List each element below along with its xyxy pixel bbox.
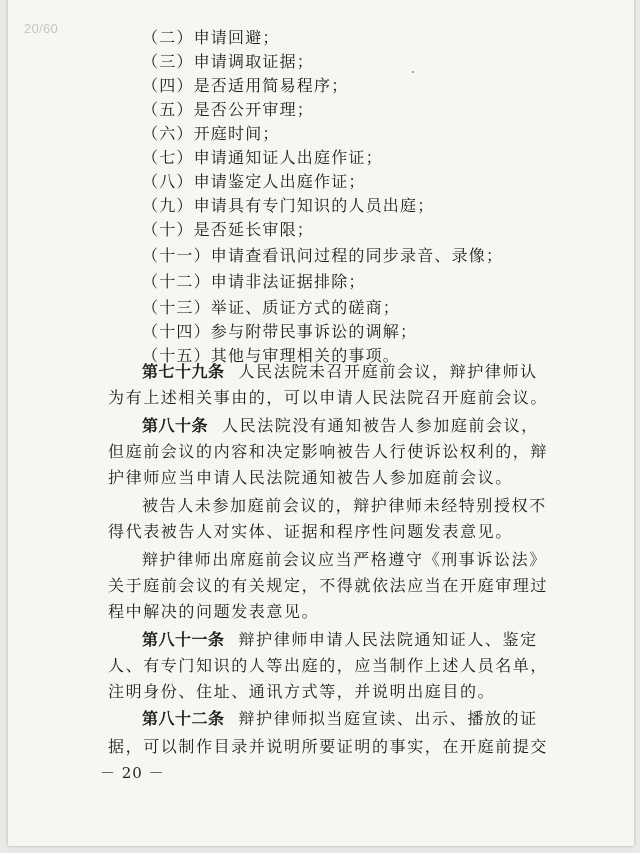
article-81-line-2: 人、有专门知识的人等出庭的，应当制作上述人员名单，	[108, 656, 549, 675]
list-item: （四）是否适用简易程序；	[142, 76, 349, 95]
article-81-line-1	[142, 628, 538, 652]
article-82-line-1	[142, 707, 538, 731]
list-item: （八）申请鉴定人出庭作证；	[142, 172, 366, 191]
page-number: － 20 －	[100, 764, 165, 782]
list-item: （十二）申请非法证据排除；	[142, 272, 366, 291]
lawyer-para-line-2: 关于庭前会议的有关规定，不得就依法应当在开庭审理过	[108, 576, 549, 595]
article-80-text: 人民法院没有通知被告人参加庭前会议，	[222, 416, 539, 435]
article-80-heading: 第八十条	[142, 416, 209, 435]
defendant-para-line-1: 被告人未参加庭前会议的，辩护律师未经特别授权不	[142, 496, 547, 515]
list-item: （六）开庭时间；	[142, 124, 280, 143]
page-counter: 20/60	[24, 21, 59, 36]
article-79-heading: 第七十九条	[142, 362, 225, 381]
list-item: （十）是否延长审限；	[142, 220, 315, 239]
list-item: （十一）申请查看讯问过程的同步录音、录像；	[142, 246, 504, 265]
article-79-line-2: 为有上述相关事由的，可以申请人民法院召开庭前会议。	[108, 388, 549, 407]
article-82-heading: 第八十二条	[142, 709, 225, 728]
article-82-line-2: 据，可以制作目录并说明所要证明的事实，在开庭前提交	[108, 737, 549, 756]
article-81-line-3: 注明身份、住址、通讯方式等，并说明出庭目的。	[108, 682, 496, 701]
article-80-line-1	[142, 414, 539, 438]
article-81-text: 辩护律师申请人民法院通知证人、鉴定	[238, 630, 538, 649]
list-item: （十五）其他与审理相关的事项。	[142, 346, 401, 365]
list-item: （十三）举证、质证方式的磋商；	[142, 298, 401, 317]
article-82-text: 辩护律师拟当庭宣读、出示、播放的证	[238, 709, 538, 728]
list-item: （五）是否公开审理；	[142, 100, 315, 119]
list-item: （七）申请通知证人出庭作证；	[142, 148, 383, 167]
article-80-line-2: 但庭前会议的内容和决定影响被告人行使诉讼权利的，辩	[108, 442, 549, 461]
document-page	[8, 0, 634, 846]
article-79-line-1	[142, 360, 538, 384]
lawyer-para-line-3: 程中解决的问题发表意见。	[108, 602, 320, 621]
list-item: （二）申请回避；	[142, 28, 280, 47]
article-80-line-3: 护律师应当申请人民法院通知被告人参加庭前会议。	[108, 468, 513, 487]
list-item: （十四）参与附带民事诉讼的调解；	[142, 322, 418, 341]
article-81-heading: 第八十一条	[142, 630, 225, 649]
article-79-text: 人民法院未召开庭前会议，辩护律师认	[238, 362, 538, 381]
page-content	[8, 0, 634, 846]
lawyer-para-line-1: 辩护律师出席庭前会议应当严格遵守《刑事诉讼法》	[142, 550, 547, 569]
list-item: （九）申请具有专门知识的人员出庭；	[142, 196, 435, 215]
list-item: （三）申请调取证据；	[142, 52, 315, 71]
defendant-para-line-2: 得代表被告人对实体、证据和程序性问题发表意见。	[108, 522, 513, 541]
